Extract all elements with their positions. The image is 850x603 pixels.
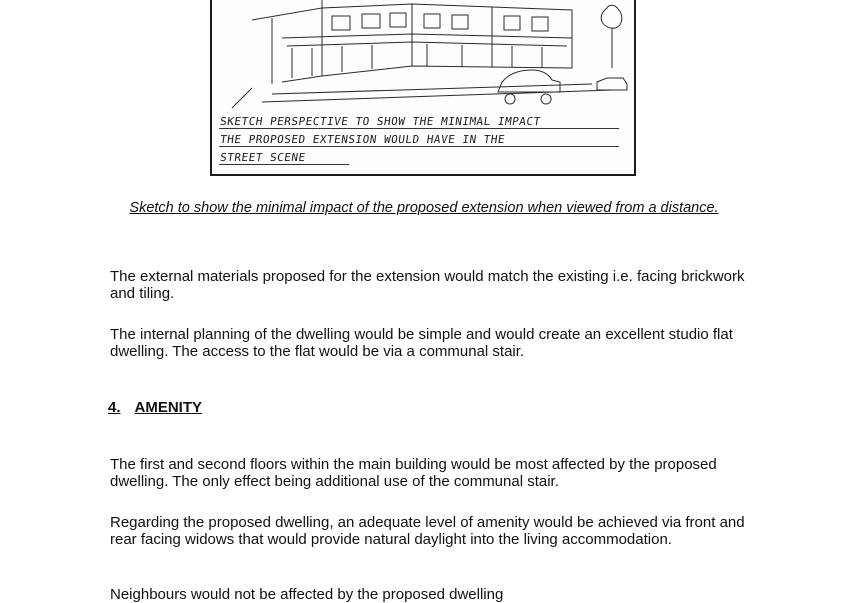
sketch-note-line-1: SKETCH PERSPECTIVE TO SHOW THE MINIMAL IMPACT xyxy=(219,116,621,129)
section-title: AMENITY xyxy=(134,399,203,416)
materials-paragraph: The external materials proposed for the extension would match the existing i.e. facing brickwork and tiling. xyxy=(110,268,745,302)
sketch-figure xyxy=(210,0,636,176)
sketch-note-line-3: STREET SCENE xyxy=(219,152,351,165)
planning-paragraph: The internal planning of the dwelling would be simple and would create an excellent studio flat dwelling. The access to the flat would be via a communal stair. xyxy=(110,326,733,360)
section-number: 4. xyxy=(108,399,121,416)
amenity-paragraph-2: Regarding the proposed dwelling, an adequate level of amenity would be achieved via front and rear facing widows that would provide natural daylight into the living accommodation. xyxy=(110,514,745,548)
sketch-note-line-2: THE PROPOSED EXTENSION WOULD HAVE IN THE xyxy=(219,134,621,147)
section-heading xyxy=(108,399,202,416)
street-perspective-sketch xyxy=(212,0,634,174)
amenity-paragraph-1: The first and second floors within the main building would be most affected by the proposed dwelling. The only effect being additional use of the communal stair. xyxy=(110,456,717,490)
amenity-paragraph-3: Neighbours would not be affected by the proposed dwelling xyxy=(110,586,504,603)
figure-caption: Sketch to show the minimal impact of the proposed extension when viewed from a distance. xyxy=(129,200,719,216)
